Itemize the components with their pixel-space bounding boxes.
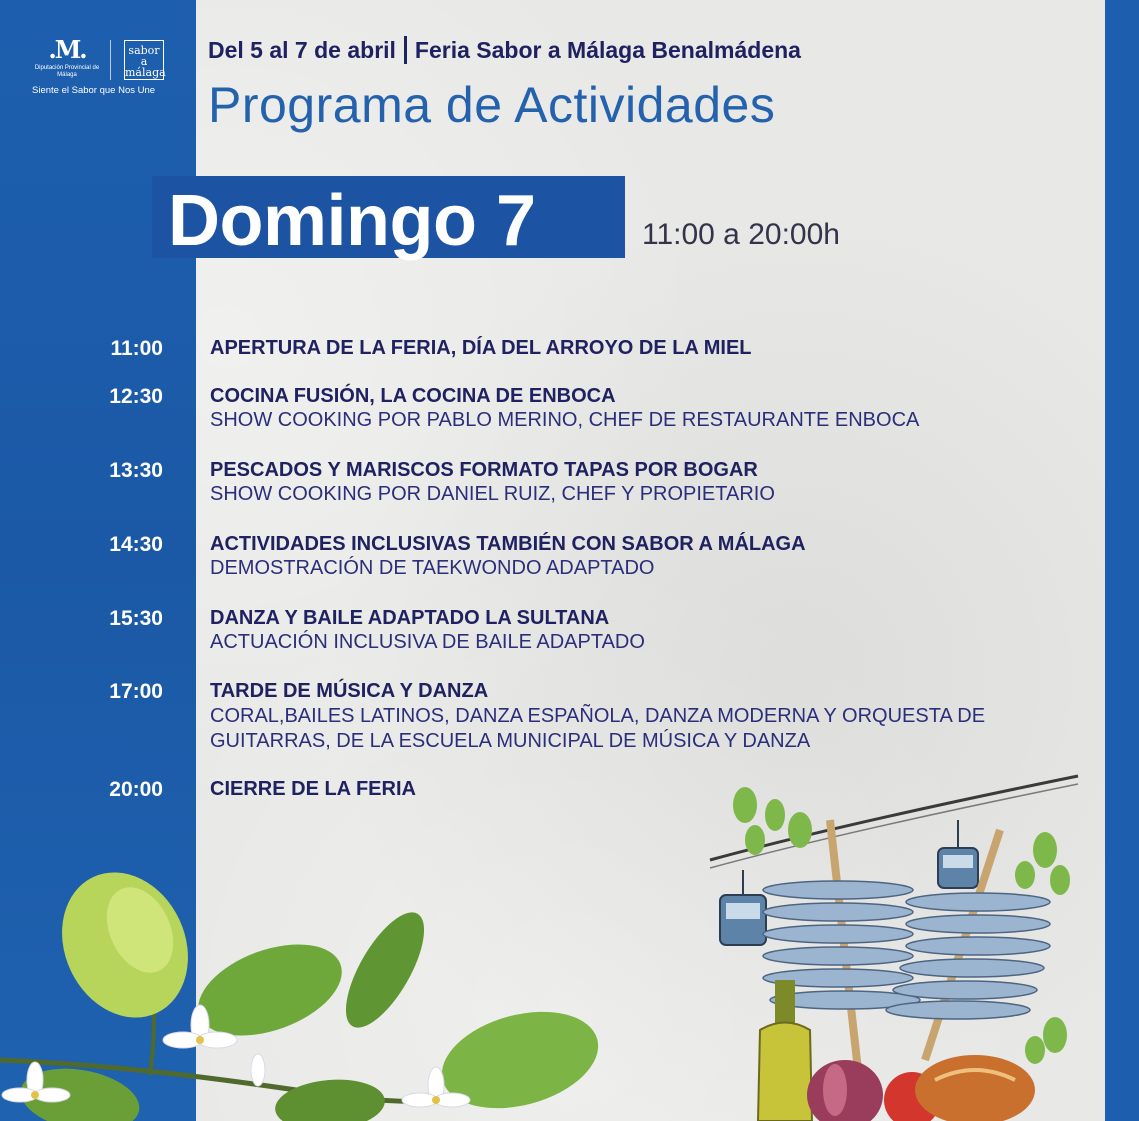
schedule-desc: SHOW COOKING POR DANIEL RUIZ, CHEF Y PROPIETARIO — [210, 483, 775, 505]
schedule-title: ACTIVIDADES INCLUSIVAS TAMBIÉN CON SABOR A MÁLAGA — [210, 533, 806, 555]
schedule-time: 12:30 — [109, 385, 163, 408]
schedule-title: TARDE DE MÚSICA Y DANZA — [210, 680, 489, 702]
schedule-time: 14:30 — [109, 533, 163, 556]
schedule-desc: DEMOSTRACIÓN DE TAEKWONDO ADAPTADO — [210, 557, 655, 579]
sabor-malaga-logo: sabor a málaga — [124, 40, 164, 80]
header-dates: Del 5 al 7 de abril — [208, 37, 396, 63]
header-event: Feria Sabor a Málaga Benalmádena — [414, 37, 801, 63]
day-hours: 11:00 a 20:00h — [642, 218, 840, 251]
slogan: Siente el Sabor que Nos Une — [32, 85, 156, 96]
schedule-title: APERTURA DE LA FERIA, DÍA DEL ARROYO DE LA MIEL — [210, 337, 752, 359]
schedule-desc: CORAL,BAILES LATINOS, DANZA ESPAÑOLA, DANZA MODERNA Y ORQUESTA DE — [210, 705, 986, 727]
schedule-time: 15:30 — [109, 607, 163, 630]
schedule-desc: SHOW COOKING POR PABLO MERINO, CHEF DE RESTAURANTE ENBOCA — [210, 409, 920, 431]
schedule-title: PESCADOS Y MARISCOS FORMATO TAPAS POR BOGAR — [210, 459, 758, 481]
schedule-desc: GUITARRAS, DE LA ESCUELA MUNICIPAL DE MÚSICA Y DANZA — [210, 730, 811, 752]
diputacion-logo-icon: .M. — [48, 35, 86, 64]
schedule-time: 11:00 — [110, 337, 163, 360]
schedule-title: DANZA Y BAILE ADAPTADO LA SULTANA — [210, 607, 610, 629]
schedule-time: 13:30 — [109, 459, 163, 482]
schedule-title: COCINA FUSIÓN, LA COCINA DE ENBOCA — [210, 385, 616, 407]
page-title: Programa de Actividades — [208, 77, 776, 133]
day-label: Domingo 7 — [168, 181, 536, 261]
schedule-desc: ACTUACIÓN INCLUSIVA DE BAILE ADAPTADO — [210, 631, 645, 653]
schedule-title: CIERRE DE LA FERIA — [210, 778, 416, 800]
schedule-time: 17:00 — [109, 680, 163, 703]
schedule-time: 20:00 — [109, 778, 163, 801]
diputacion-logo-text: Diputación Provincial de Málaga — [34, 65, 100, 78]
